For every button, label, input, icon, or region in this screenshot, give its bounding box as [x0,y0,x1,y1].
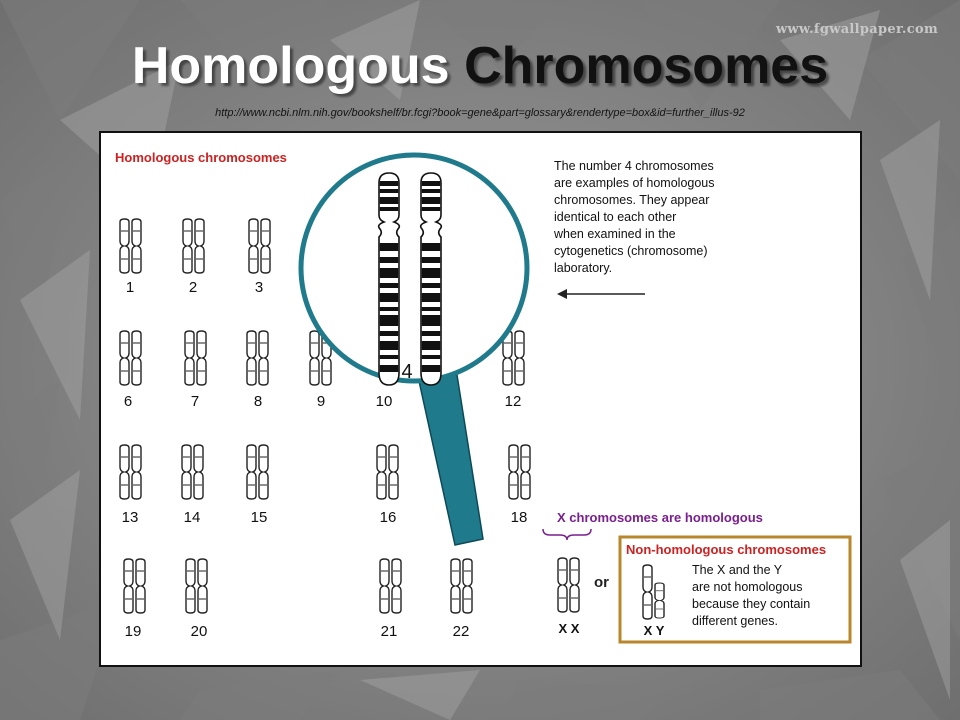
nonhomologous-line: The X and the Y [692,563,783,577]
chromosome-pair-6 [120,331,141,385]
description-line: cytogenetics (chromosome) [554,244,708,258]
description-line: chromosomes. They appear [554,193,710,207]
or-label: or [594,574,609,591]
watermark-text: www.fgwallpaper.com [775,22,938,37]
chromosome-pair-20 [186,559,207,613]
pair-label: 7 [190,393,200,410]
pair-label: 3 [254,279,264,296]
pair-label: 9 [316,393,326,410]
pair-label: 16 [379,509,397,526]
chromosome-pair-12 [503,331,524,385]
chromosome-pair-16 [377,445,398,499]
figure-canvas [101,133,860,665]
chromosome-figure [99,131,862,667]
nonhomologous-line: are not homologous [692,580,803,594]
description-line: are examples of homologous [554,176,715,190]
xy-label: X Y [643,623,665,638]
source-url: http://www.ncbi.nlm.nih.gov/bookshelf/br.fcgi?book=gene&part=glossary&rendertype=box&id=further_illus-92 [215,107,745,119]
bracket-icon [543,529,591,540]
description-line: The number 4 chromosomes [554,159,714,173]
chromosome-pair-14 [182,445,203,499]
nonhomologous-line: because they contain [692,597,811,611]
chromosome-pair-22 [451,559,472,613]
title-word-homologous: Homologous [131,37,450,95]
pair-label: 8 [253,393,263,410]
chromosome-pair-1 [120,219,141,273]
chromosome-pair-8 [247,331,268,385]
nonhomologous-line: different genes. [692,614,778,628]
xx-label: X X [558,621,580,636]
pair-label: 6 [123,393,133,410]
pair-label: 19 [124,623,142,640]
magnifying-glass-icon [301,155,527,545]
pair-label: 10 [375,393,393,410]
pair-label: 14 [183,509,201,526]
pair-label: 2 [188,279,198,296]
chromosome-pair-21 [380,559,401,613]
pair-label: 13 [121,509,139,526]
title-word-chromosomes: Chromosomes [464,37,829,95]
pair-label: 20 [190,623,208,640]
pair-label: 12 [504,393,522,410]
nonhomologous-box [620,537,850,642]
x-chromosomes-heading: X chromosomes are homologous [557,510,763,525]
description-line: identical to each other [554,210,677,224]
figure-heading: Homologous chromosomes [115,150,287,165]
chromosome-pair-13 [120,445,141,499]
arrow-left-icon [557,289,645,299]
description-line: when examined in the [554,227,676,241]
chromosome-pair-18 [509,445,530,499]
pair-label: 22 [452,623,470,640]
nonhomologous-heading: Non-homologous chromosomes [626,542,827,557]
pair-label: 15 [250,509,268,526]
chromosome-pair-15 [247,445,268,499]
chromosome-pair-7 [185,331,206,385]
xx-chromosome-pair [558,558,579,612]
description-line: laboratory. [554,261,613,275]
slide-title [0,37,960,95]
pair-label: 21 [380,623,398,640]
chromosome-pair-3 [249,219,270,273]
chromosome-pair-19 [124,559,145,613]
magnified-label: 4 [401,361,413,383]
chromosome-pair-2 [183,219,204,273]
pair-label: 18 [510,509,528,526]
pair-label: 1 [125,279,135,296]
